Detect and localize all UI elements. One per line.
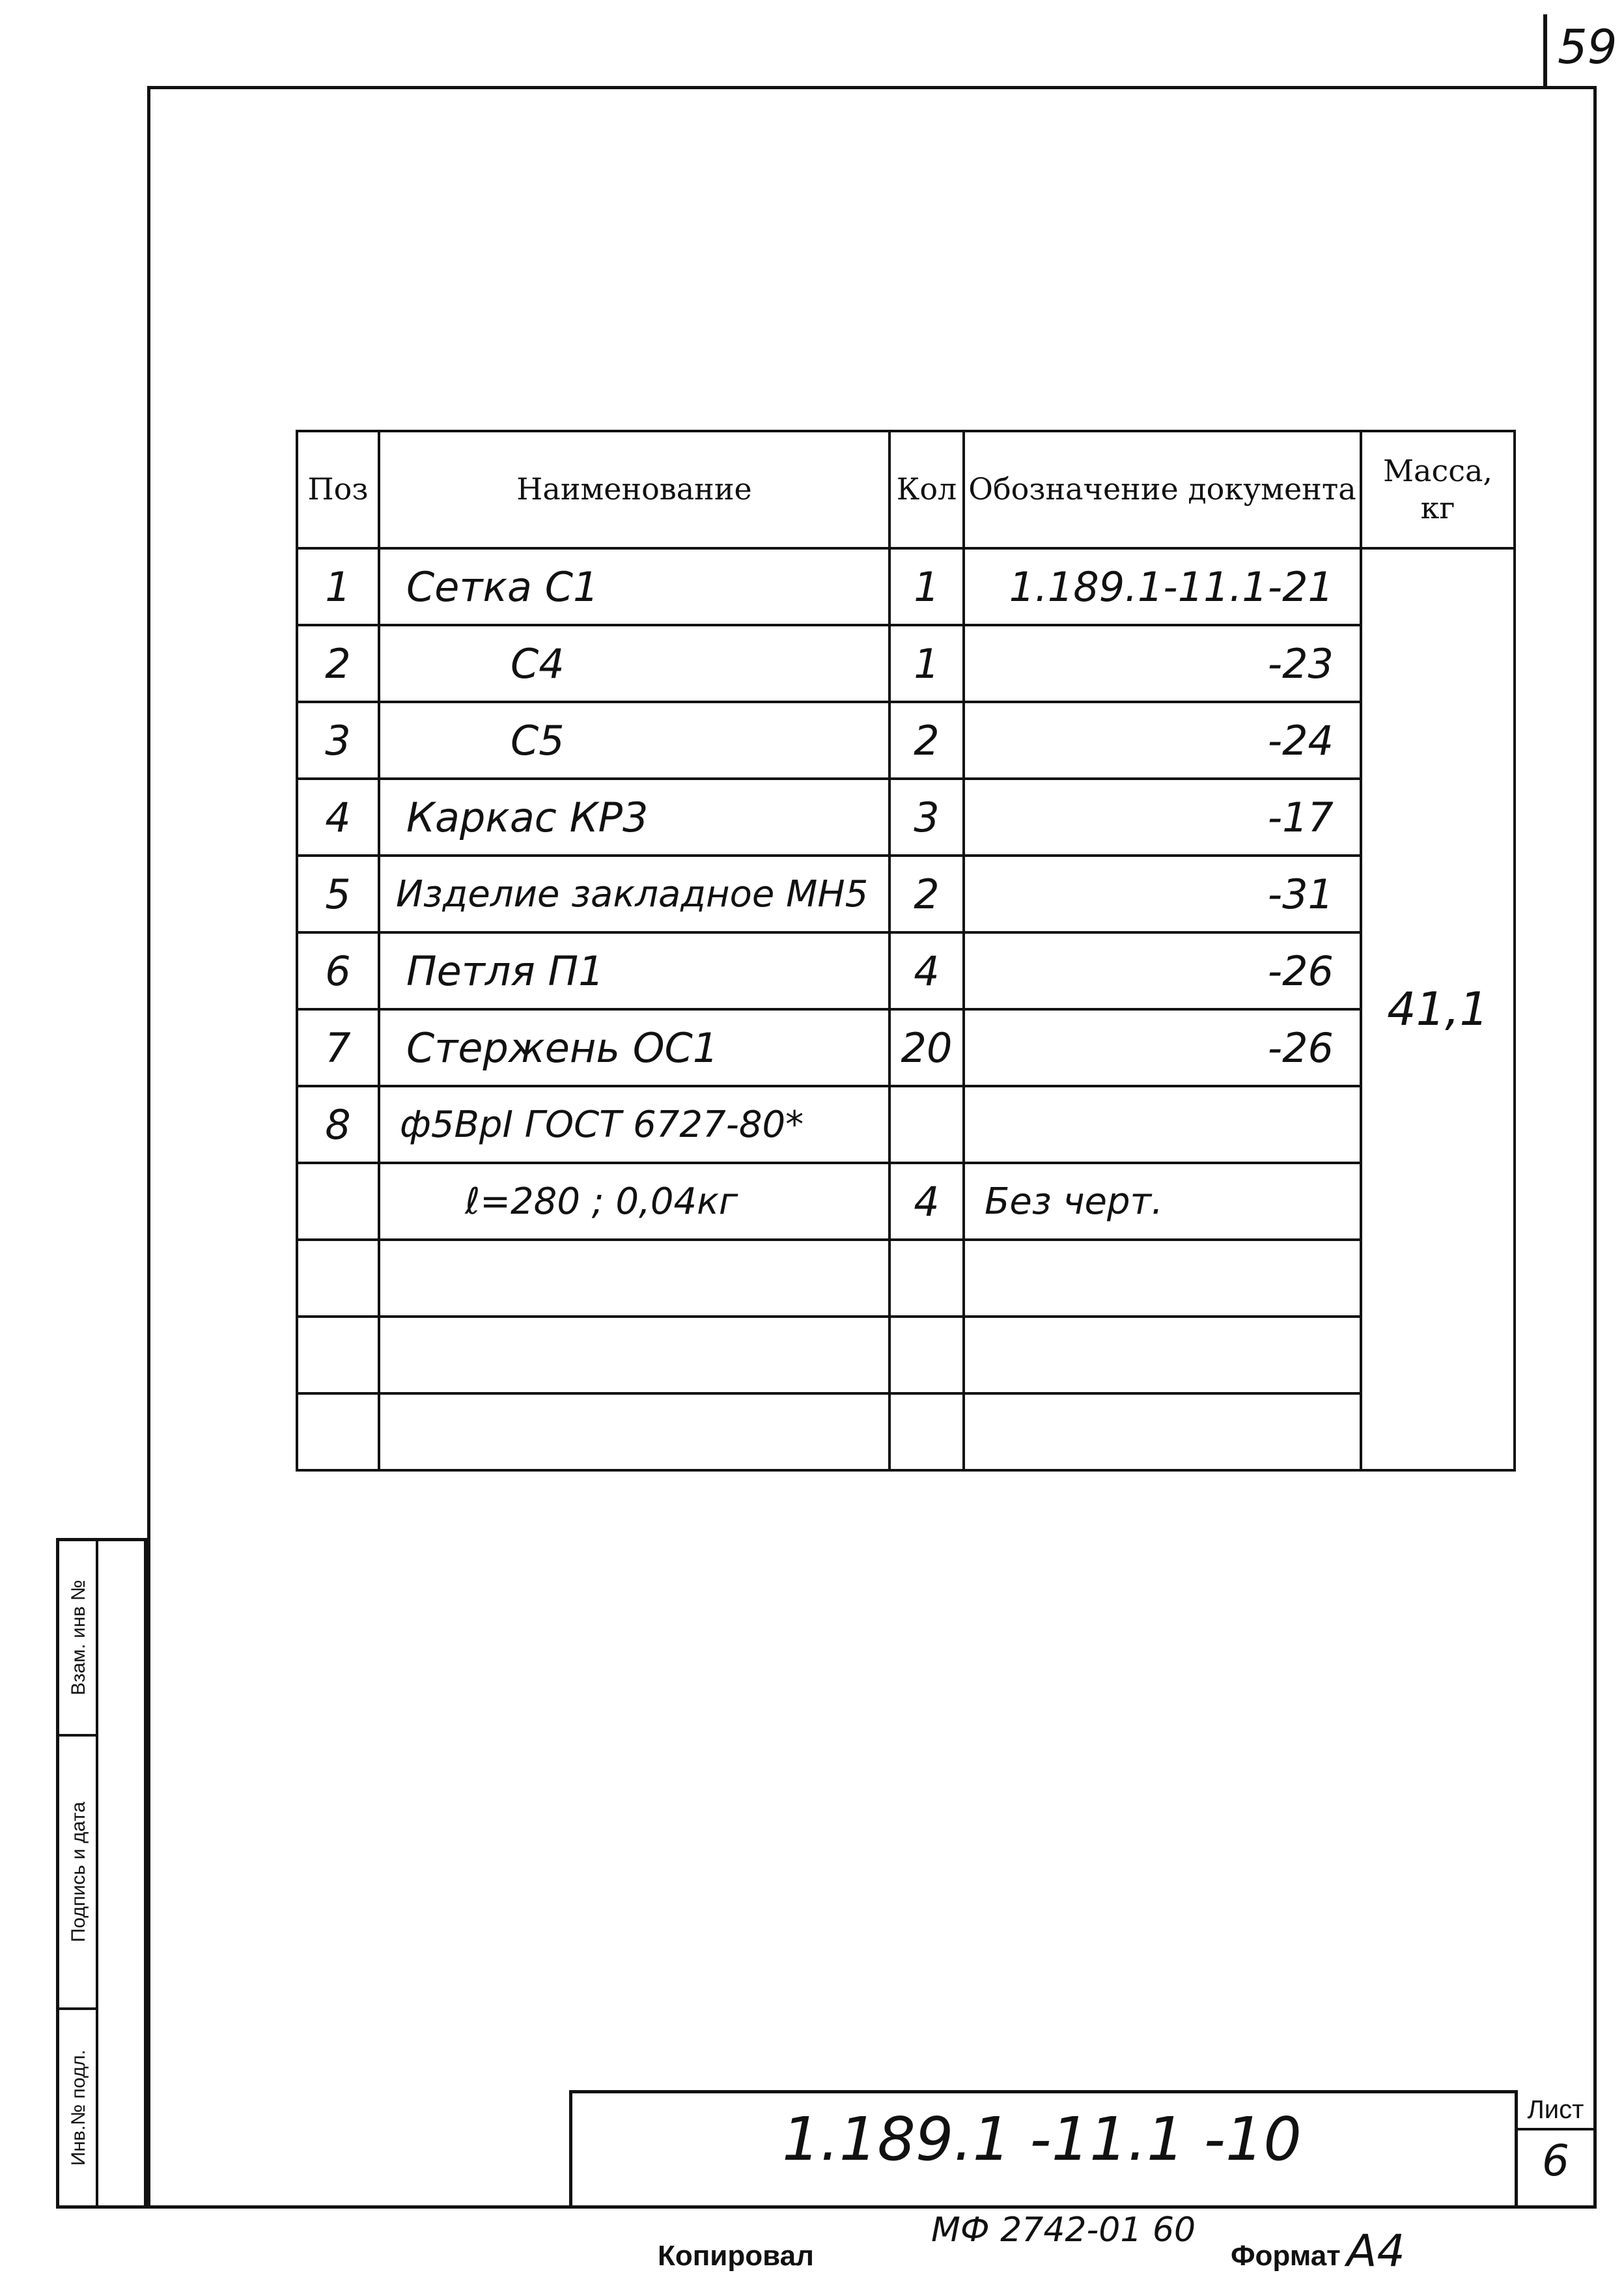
table-row	[297, 779, 1515, 856]
cell-name: С5	[379, 702, 889, 779]
strip-cell-original	[59, 2010, 98, 2205]
cell-name: Сетка С1	[379, 548, 889, 625]
cell-name: Изделие закладное МН5	[379, 856, 889, 932]
cell-doc	[964, 1240, 1361, 1317]
table-row	[297, 1240, 1515, 1317]
cell-qty: 4	[889, 1163, 964, 1240]
cell-name: Каркас КР3	[379, 779, 889, 856]
table-row	[297, 932, 1515, 1009]
cell-pos	[297, 1240, 379, 1317]
cell-name: Стержень ОС1	[379, 1009, 889, 1086]
cell-pos: 6	[297, 932, 379, 1009]
header-pos: Поз	[297, 431, 379, 548]
sheet-box-number: 6	[1542, 2136, 1569, 2186]
cell-qty: 4	[889, 932, 964, 1009]
cell-qty: 20	[889, 1009, 964, 1086]
strip-label-signature: Подпись и дата	[68, 1802, 89, 1942]
strip-cell-replace	[59, 1541, 98, 1737]
document-code: 1.189.1 -11.1 -10	[782, 2104, 1302, 2174]
cell-qty: 1	[889, 548, 964, 625]
table-header-row	[297, 431, 1515, 548]
cell-qty	[889, 1317, 964, 1393]
order-number: МФ 2742-01 60	[931, 2211, 1196, 2250]
cell-name	[379, 1240, 889, 1317]
cell-pos	[297, 1393, 379, 1470]
cell-name: ф5ВрI ГОСТ 6727-80*	[379, 1086, 889, 1163]
strip-label-replace: Взам. инв №	[68, 1580, 89, 1696]
cell-qty: 2	[889, 856, 964, 932]
cell-pos: 4	[297, 779, 379, 856]
table-row	[297, 702, 1515, 779]
cell-qty: 3	[889, 779, 964, 856]
cell-pos: 1	[297, 548, 379, 625]
header-mass: Масса, кг	[1361, 431, 1515, 548]
cell-qty: 2	[889, 702, 964, 779]
cell-name: Петля П1	[379, 932, 889, 1009]
format-label: Формат	[1231, 2240, 1341, 2272]
cell-doc: -26	[964, 1009, 1361, 1086]
table-row	[297, 548, 1515, 625]
cell-doc	[964, 1086, 1361, 1163]
specification-table	[296, 430, 1516, 1472]
table-row	[297, 856, 1515, 932]
cell-qty	[889, 1086, 964, 1163]
table-row	[297, 1317, 1515, 1393]
cell-pos	[297, 1317, 379, 1393]
cell-doc: -17	[964, 779, 1361, 856]
cell-qty	[889, 1393, 964, 1470]
sheet-label: Лист	[1515, 2095, 1597, 2130]
cell-pos: 7	[297, 1009, 379, 1086]
cell-pos	[297, 1163, 379, 1240]
cell-doc: -31	[964, 856, 1361, 932]
cell-qty	[889, 1240, 964, 1317]
format-value: А4	[1347, 2226, 1405, 2277]
cell-pos: 5	[297, 856, 379, 932]
table-row	[297, 1086, 1515, 1163]
cell-doc: -24	[964, 702, 1361, 779]
cell-doc: -23	[964, 625, 1361, 702]
strip-cell-signature	[59, 1737, 98, 2010]
cell-mass: 41,1	[1361, 548, 1515, 1470]
header-doc: Обозначение документа	[964, 431, 1361, 548]
cell-doc	[964, 1393, 1361, 1470]
cell-pos: 2	[297, 625, 379, 702]
cell-pos: 8	[297, 1086, 379, 1163]
table-row	[297, 625, 1515, 702]
cell-doc: Без черт.	[964, 1163, 1361, 1240]
cell-doc: 1.189.1-11.1-21	[964, 548, 1361, 625]
copied-label: Копировал	[658, 2240, 815, 2272]
cell-doc: -26	[964, 932, 1361, 1009]
cell-name	[379, 1393, 889, 1470]
cell-qty: 1	[889, 625, 964, 702]
sheet-number: 59	[1558, 20, 1617, 74]
cell-name	[379, 1317, 889, 1393]
table-row	[297, 1009, 1515, 1086]
table-row	[297, 1393, 1515, 1470]
side-strip	[56, 1538, 147, 2209]
cell-pos: 3	[297, 702, 379, 779]
strip-label-original: Инв.№ подл.	[68, 2049, 89, 2166]
header-name: Наименование	[379, 431, 889, 548]
header-qty: Кол	[889, 431, 964, 548]
table-row	[297, 1163, 1515, 1240]
sheet-number-mark	[1543, 14, 1547, 86]
cell-name: ℓ=280 ; 0,04кг	[379, 1163, 889, 1240]
cell-name: С4	[379, 625, 889, 702]
cell-doc	[964, 1317, 1361, 1393]
